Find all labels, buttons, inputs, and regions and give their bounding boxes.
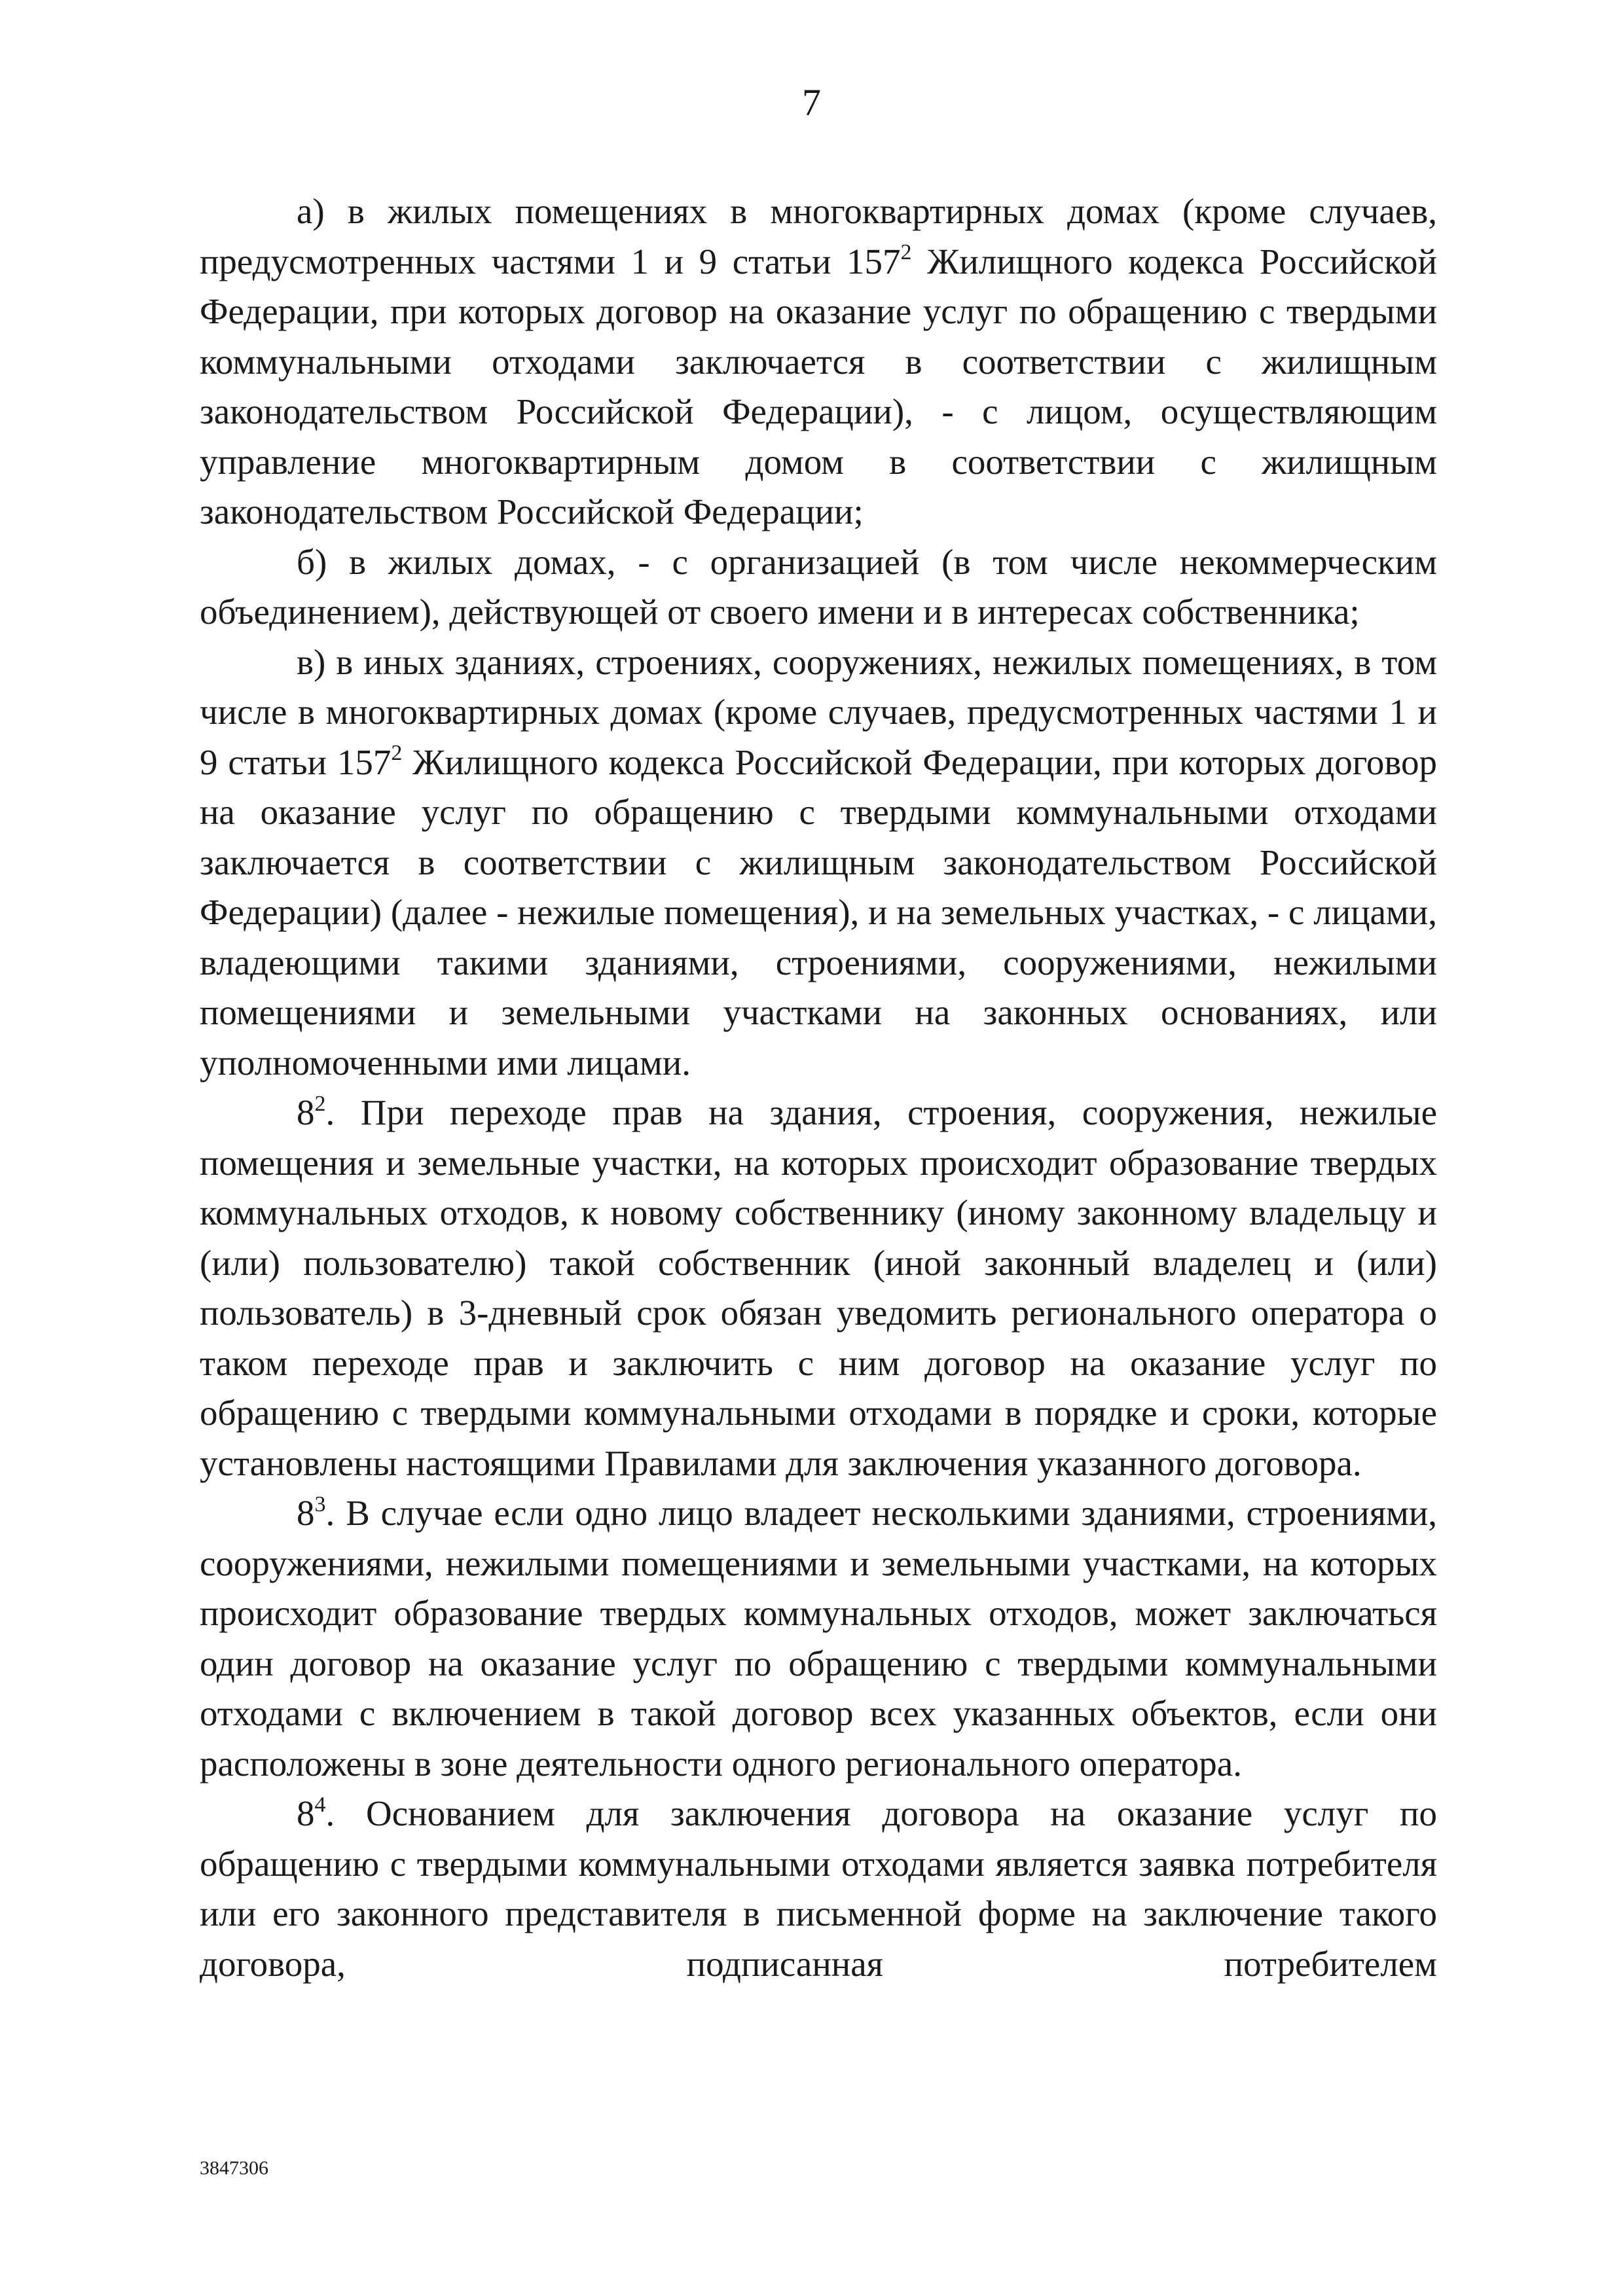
paragraph-8-4 bbox=[200, 1789, 1437, 1989]
superscript: 2 bbox=[314, 1091, 326, 1116]
clause-number: 8 bbox=[297, 1092, 315, 1132]
paragraph-v bbox=[200, 637, 1437, 1088]
paragraph-a bbox=[200, 187, 1437, 537]
superscript: 2 bbox=[391, 741, 403, 766]
paragraph-text: б) в жилых домах, - с организацией (в том числе некоммерческим объединением), действующей от своего имени и в интересах собственника; bbox=[200, 541, 1437, 632]
paragraph-8-3 bbox=[200, 1488, 1437, 1789]
paragraph-text: Жилищного кодекса Российской Федерации, при которых договор на оказание услуг по обращению с твердыми коммунальными отходами заключается в соответствии с жилищным законодательством Российской Федерации), - с лицом, осуществляющим управление многоквартирным домом в соответствии с жилищным законодательством Российской Федерации; bbox=[200, 241, 1437, 531]
paragraph-text: Жилищного кодекса Российской Федерации, при которых договор на оказание услуг по обращению с твердыми коммунальными отходами заключается в соответствии с жилищным законодательством Российской Федерации) (далее - нежилые помещения), и на земельных участках, - с лицами, владеющими такими зданиями, строениями, сооружениями, нежилыми помещениями и земельными участками на законных основаниях, или уполномоченными ими лицами. bbox=[200, 742, 1437, 1083]
page-number: 7 bbox=[802, 81, 821, 124]
superscript: 2 bbox=[900, 240, 912, 265]
superscript: 4 bbox=[314, 1792, 326, 1817]
paragraph-text: в) в иных зданиях, строениях, сооружениях, нежилых помещениях, в том числе в многоквартирных домах (кроме случаев, предусмотренных частями 1 и 9 статьи 157 bbox=[200, 641, 1437, 782]
clause-number: 8 bbox=[297, 1793, 315, 1833]
paragraph-text: а) в жилых помещениях в многоквартирных домах (кроме случаев, предусмотренных частями 1 и 9 статьи 157 bbox=[200, 191, 1437, 281]
superscript: 3 bbox=[314, 1492, 326, 1516]
paragraph-text: . Основанием для заключения договора на оказание услуг по обращению с твердыми коммунальными отходами является заявка потребителя или его законного представителя в письменной форме на заключение такого договора, подписанная потребителем bbox=[200, 1793, 1437, 1984]
document-body bbox=[200, 187, 1437, 1989]
clause-number: 8 bbox=[297, 1493, 315, 1533]
paragraph-8-2 bbox=[200, 1088, 1437, 1488]
paragraph-b bbox=[200, 537, 1437, 637]
paragraph-text: . При переходе прав на здания, строения, сооружения, нежилые помещения и земельные участки, на которых происходит образование твердых коммунальных отходов, к новому собственнику (иному законному владельцу и (или) пользователю) такой собственник (иной законный владелец и (или) пользователь) в 3-дневный срок обязан уведомить регионального оператора о таком переходе прав и заключить с ним договор на оказание услуг по обращению с твердыми коммунальными отходами в порядке и сроки, которые установлены настоящими Правилами для заключения указанного договора. bbox=[200, 1092, 1437, 1483]
document-id: 3847306 bbox=[200, 2157, 268, 2179]
paragraph-text: . В случае если одно лицо владеет несколькими зданиями, строениями, сооружениями, нежилыми помещениями и земельными участками, на которых происходит образование твердых коммунальных отходов, может заключаться один договор на оказание услуг по обращению с твердыми коммунальными отходами с включением в такой договор всех указанных объектов, если они расположены в зоне деятельности одного регионального оператора. bbox=[200, 1493, 1437, 1784]
